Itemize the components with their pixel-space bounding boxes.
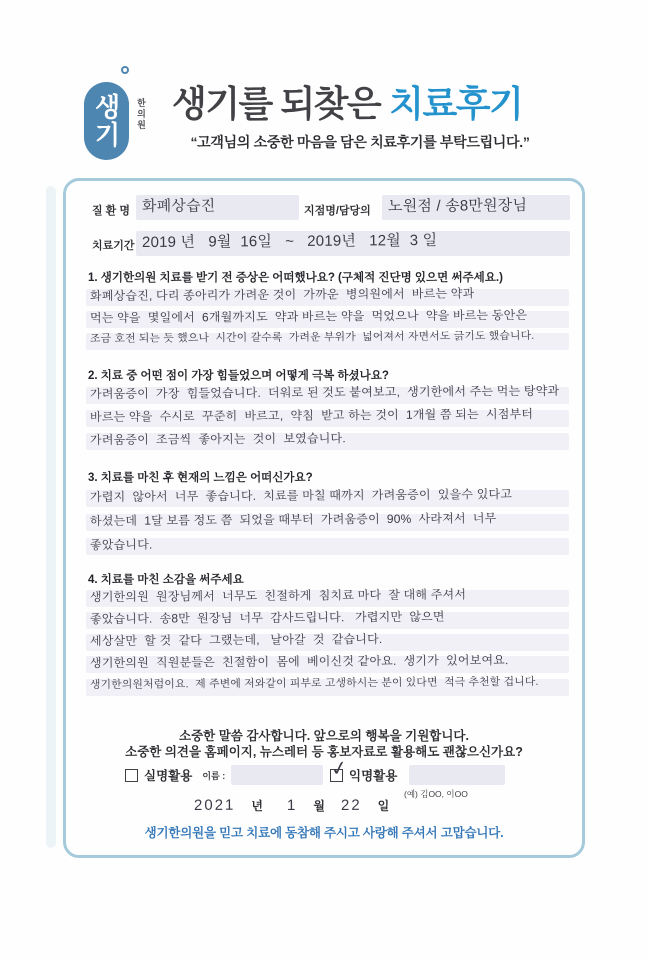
period-field (136, 231, 570, 256)
date-row (194, 797, 389, 816)
title-prefix: 생기를 되찾은 (172, 83, 381, 124)
logo-seal: 생기 (84, 82, 129, 160)
question-3-answer-line-3 (86, 538, 569, 555)
realname-label: 실명활용 (144, 769, 193, 783)
review-form (63, 178, 585, 858)
date-day: 22 (340, 796, 362, 814)
question-4-answer-line-4 (86, 653, 569, 673)
logo-dot-icon (121, 66, 129, 74)
thanks-line-1: 소중한 말씀 감사합니다. 앞으로의 행복을 기원합니다. (179, 729, 469, 743)
handwritten-text: 가려움증이 가장 힘들었습니다. 더워로 된 것도 붙여보고, 생기한에서 주는 먹는 탕약과 (89, 383, 560, 401)
realname-checkbox (125, 769, 138, 782)
handwritten-text: 바르는 약을 수시로 꾸준히 바르고, 약침 받고 하는 것이 1개월 쯤 되는 시점부터 (89, 406, 534, 424)
anonymous-label: 익명활용 (349, 769, 398, 783)
realname-consent-group (125, 765, 323, 785)
handwritten-text: 가렵지 않아서 너무 좋습니다. 치료를 마칠 때까지 가려움증이 있을수 있다고 (89, 487, 513, 504)
question-1-answer-line-3 (86, 329, 569, 350)
name-field (231, 765, 323, 785)
page-subtitle: “고객님의 소중한 마음을 담은 치료후기를 부탁드립니다.” (190, 134, 530, 150)
question-1-label: 1. 생기한의원 치료를 받기 전 증상은 어떠했나요? (구체적 진단명 있으면 써주세요.) (88, 272, 503, 284)
question-4-label: 4. 치료를 마친 소감을 써주세요 (88, 574, 244, 586)
title-accent: 치료후기 (389, 83, 523, 124)
page-title (172, 76, 522, 127)
question-4-answer-line-5 (86, 675, 569, 696)
anonymous-checkbox (329, 756, 350, 782)
handwritten-text: 생기한의원처럼이요. 제 주변에 저와같이 피부로 고생하시는 분이 있다면 적극 추천할 겁니다. (89, 675, 539, 691)
handwritten-text: 조금 호전 되는 듯 했으나 시간이 갈수록 가려운 부위가 넓어져서 자면서도 긁기도 했습니다. (89, 329, 535, 345)
branch-field (382, 195, 570, 220)
anonymous-consent-group (329, 756, 505, 785)
anonymous-field (409, 765, 505, 785)
handwritten-text: 생기한의원 원장님께서 너무도 친절하게 침치료 마다 잘 대해 주셔서 (89, 587, 467, 604)
date-day-label: 일 (377, 799, 390, 813)
question-2-label: 2. 치료 중 어떤 점이 가장 힘들었으며 어떻게 극복 하셨나요? (88, 370, 389, 382)
handwritten-text: 화폐상습진, 다리 종아리가 가려운 것이 가까운 병의원에서 바르는 약과 (89, 286, 475, 303)
disease-field (136, 195, 299, 220)
disease-field-value: 화폐상습진 (141, 197, 216, 215)
scan-artifact (46, 186, 56, 848)
period-field-label: 치료기간 (92, 240, 135, 252)
date-year-label: 년 (251, 799, 263, 813)
handwritten-text: 하셨는데 1달 보름 정도 쯤 되었을 때부터 가려움증이 90% 사라져서 너무 (89, 511, 497, 528)
check-icon: ✓ (329, 756, 350, 781)
name-label: 이름 : (202, 770, 226, 781)
question-2-answer-line-2 (86, 406, 569, 427)
thanks-line-2: 소중한 의견을 홈페이지, 뉴스레터 등 홍보자료로 활용해도 괜찮으신가요? (125, 745, 523, 759)
branch-field-label: 지점명/담당의 (304, 205, 371, 217)
handwritten-text: 좋았습니다. (89, 537, 153, 552)
question-1-answer-line-2 (86, 307, 569, 328)
branch-field-value: 노원점 / 송8만원장님 (387, 197, 528, 215)
question-4-answer-line-1 (86, 587, 569, 607)
period-field-value: 2019 년 9월 16일 ~ 2019년 12월 3 일 (141, 231, 438, 251)
question-4-answer-line-2 (86, 609, 569, 629)
question-2-answer-line-3 (86, 433, 569, 450)
question-2-answer-line-1 (86, 383, 569, 404)
date-month: 1 (286, 796, 298, 814)
question-3-answer-line-1 (86, 487, 569, 507)
handwritten-text: 좋았습니다. 송8만 원장님 너무 감사드립니다. 가렵지만 않으면 (89, 609, 445, 626)
handwritten-text: 먹는 약을 몇일에서 6개월까지도 약과 바르는 약을 먹었으나 약을 바르는 동안은 (89, 307, 528, 325)
question-3-answer-line-2 (86, 511, 569, 531)
logo-clinic-text: 한의원 (136, 98, 146, 131)
date-month-label: 월 (313, 799, 325, 813)
handwritten-text: 가려움증이 조금씩 좋아지는 것이 보였습니다. (89, 431, 346, 447)
example-note: (예) 김OO, 이OO (404, 789, 468, 799)
question-1-answer-line-1 (86, 286, 569, 306)
disease-field-label: 질 환 명 (92, 205, 130, 217)
closing-message: 생기한의원을 믿고 치료에 동참해 주시고 사랑해 주셔서 고맙습니다. (144, 826, 504, 840)
question-3-label: 3. 치료를 마친 후 현재의 느낌은 어떠신가요? (88, 472, 313, 484)
date-year: 2021 (193, 796, 236, 814)
handwritten-text: 세상살만 할 것 같다 그랬는데, 날아갈 것 같습니다. (89, 631, 383, 648)
handwritten-text: 생기한의원 직원분들은 친절함이 몸에 베이신것 같아요. 생기가 있어보여요. (89, 653, 509, 670)
question-4-answer-line-3 (86, 631, 569, 651)
